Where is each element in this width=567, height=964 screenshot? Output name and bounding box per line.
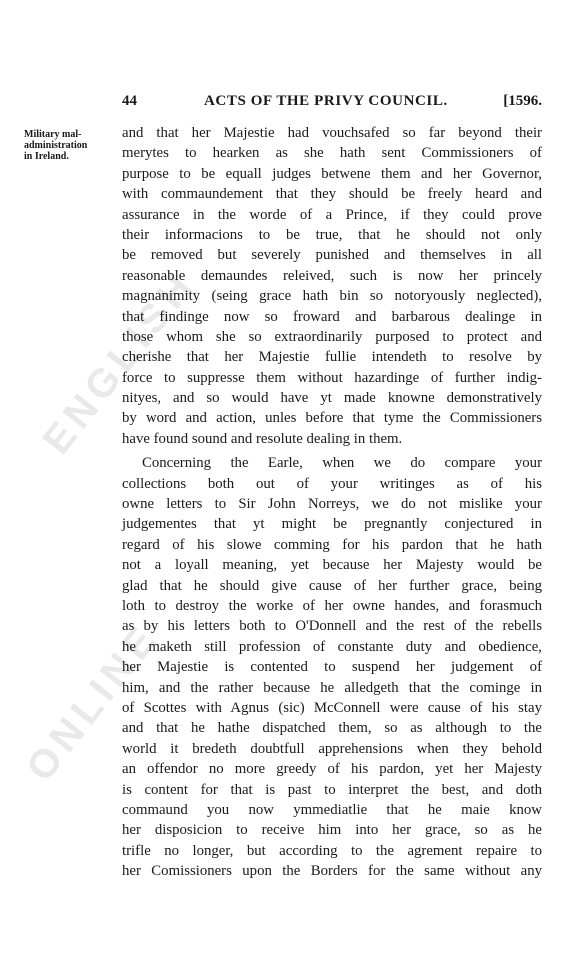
text-line: assurance in the worde of a Prince, if they could prove (122, 206, 542, 223)
text-line: of Scottes with Agnus (sic) McConnell were cause of his stay (122, 699, 542, 716)
paragraph-2 (122, 453, 542, 881)
text-line: by word and action, unles before that tyme the Commissioners (122, 410, 542, 427)
text-line: be removed but severely punished and themselves in all (122, 247, 542, 264)
text-line: he maketh still profession of constante duty and obedience, (122, 638, 542, 655)
text-line: her Comissioners upon the Borders for the same without any (122, 863, 542, 880)
text-line: reasonable demaundes releived, such is now her princely (122, 267, 542, 284)
text-line: is content for that is past to interpret the best, and doth (122, 781, 542, 798)
text-line: owne letters to Sir John Norreys, we do not mislike your (122, 496, 542, 513)
body-text (122, 123, 542, 881)
margin-note (24, 129, 124, 162)
text-line: magnanimity (seing grace hath bin so notoryously neglected), (122, 288, 542, 305)
text-line: her disposicion to receive him into her grace, so as he (122, 822, 542, 839)
text-line: judgementes that yt might be pregnantly conjectured in (122, 516, 542, 533)
text-line: loth to destroy the worke of her owne handes, and forasmuch (122, 597, 542, 614)
text-line: cherishe that her Majestie fullie intendeth to resolve by (122, 349, 542, 366)
running-header (122, 93, 542, 115)
margin-note-line: administration (24, 140, 88, 151)
text-line: force to suppresse them without hazardinge of further indig- (122, 369, 542, 386)
text-line: an offendor no more greedy of his pardon, yet her Majesty (122, 761, 542, 778)
text-line: trifle no longer, but according to the agrement repaire to (122, 842, 542, 859)
margin-note-line: in Ireland. (24, 151, 69, 162)
page-number: 44 (122, 93, 137, 109)
text-line: glad that he should give cause of her further grace, being (122, 577, 542, 594)
text-line: and that he hathe dispatched them, so as although to the (122, 720, 542, 737)
text-line: collections both out of your writinges as of his (122, 475, 542, 492)
text-line: her Majestie is contented to suspend her judgement of (122, 659, 542, 676)
text-line: him, and the rather because he alledgeth that the cominge in (122, 679, 542, 696)
watermark: ONLINE (18, 614, 169, 790)
text-line: regard of his slowe comming for his pardon that he hath (122, 536, 542, 553)
paragraph-1 (122, 123, 542, 449)
year-marker: [1596. (503, 93, 542, 109)
text-line: merytes to hearken as she hath sent Commissioners of (122, 145, 542, 162)
text-line: commaund you now ymmediatlie that he maie know (122, 801, 542, 818)
margin-note-line: Military mal- (24, 129, 82, 140)
text-line: and that her Majestie had vouchsafed so far beyond their (122, 125, 542, 141)
text-line: with commaundement that they should be freely heard and (122, 186, 542, 203)
text-line: nityes, and so would have yt made knowne demonstratively (122, 390, 542, 407)
text-line: purpose to be equall judges betwene them and her Governor, (122, 165, 542, 182)
text-line: have found sound and resolute dealing in them. (122, 430, 403, 447)
text-line: that findinge now so froward and barbarous dealinge in (122, 308, 542, 325)
text-line: not a loyall meaning, yet because her Majesty would be (122, 557, 542, 574)
text-line: their informacions to be true, that he should not only (122, 226, 542, 243)
text-line: as by his letters both to O'Donnell and the rest of the rebells (122, 618, 542, 635)
watermark: ENGLISH (34, 262, 205, 463)
text-line: Concerning the Earle, when we do compare your (142, 455, 542, 472)
running-title: ACTS OF THE PRIVY COUNCIL. (204, 93, 448, 109)
text-line: those whom she so extraordinarily purposed to protect and (122, 328, 542, 345)
text-line: world it bredeth doubtfull apprehensions when they behold (122, 740, 542, 757)
